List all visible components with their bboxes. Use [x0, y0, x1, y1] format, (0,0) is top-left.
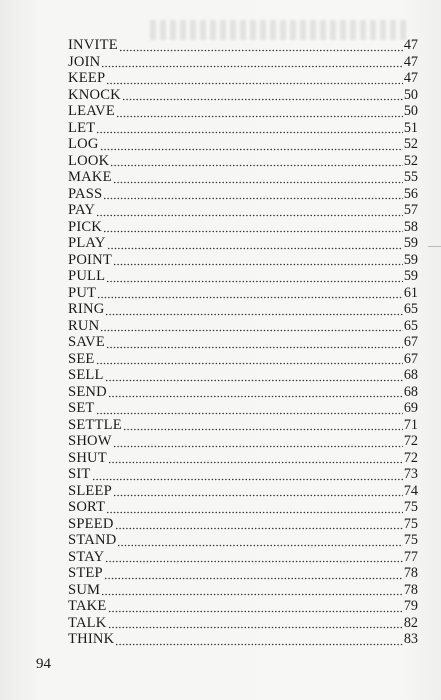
- entry-page-number: 72: [403, 433, 418, 449]
- entry-term: LOG: [68, 136, 99, 152]
- entry-page-number: 55: [403, 169, 418, 185]
- entry-page-number: 47: [403, 37, 418, 53]
- entry-term: JOIN: [68, 53, 101, 70]
- toc-entry: [68, 37, 418, 54]
- entry-term: LOOK: [68, 152, 110, 169]
- dot-leader: [108, 386, 403, 398]
- dot-leader: [105, 551, 402, 563]
- entry-page-number: 69: [403, 400, 418, 416]
- entry-page-number: 75: [403, 499, 418, 515]
- dot-leader: [117, 535, 402, 547]
- entry-term: RING: [68, 301, 105, 317]
- toc-entry: [68, 450, 418, 467]
- toc-entry: [68, 202, 418, 219]
- dot-leader: [115, 634, 402, 646]
- entry-term: STAY: [68, 548, 105, 565]
- toc-entry: [68, 252, 418, 269]
- entry-term: STAND: [68, 532, 117, 548]
- entry-term: KEEP: [68, 70, 106, 86]
- entry-term: SORT: [68, 499, 106, 515]
- dot-leader: [105, 304, 402, 316]
- toc-entry: [68, 466, 418, 483]
- dot-leader: [103, 188, 402, 200]
- dot-leader: [106, 337, 403, 349]
- entry-page-number: 68: [403, 367, 418, 383]
- entry-term: PUT: [68, 284, 97, 301]
- dot-leader: [103, 221, 403, 233]
- entry-page-number: 83: [403, 631, 418, 647]
- entry-page-number: 47: [403, 70, 418, 86]
- toc-entry: [68, 598, 418, 615]
- toc-entry: [68, 384, 418, 401]
- entry-page-number: 79: [403, 598, 418, 614]
- entry-page-number: 82: [403, 614, 418, 631]
- toc-entry: [68, 186, 418, 203]
- toc-entry: [68, 351, 418, 368]
- toc-entry: [68, 318, 418, 335]
- entry-term: SAVE: [68, 334, 106, 350]
- dot-leader: [96, 205, 403, 217]
- entry-term: PASS: [68, 185, 103, 202]
- entry-page-number: 72: [403, 449, 418, 466]
- entry-page-number: 50: [403, 103, 418, 119]
- toc-entry: [68, 285, 418, 302]
- entry-page-number: 50: [403, 86, 418, 103]
- dot-leader: [96, 353, 403, 365]
- dot-leader: [105, 370, 403, 382]
- entry-term: STEP: [68, 565, 103, 581]
- toc-entry: [68, 136, 418, 153]
- entry-page-number: 77: [403, 548, 418, 565]
- dot-leader: [116, 106, 403, 118]
- dot-leader: [104, 568, 403, 580]
- entry-page-number: 58: [403, 218, 418, 235]
- dot-leader: [119, 40, 403, 52]
- entry-term: PICK: [68, 218, 103, 235]
- entry-term: LET: [68, 119, 96, 136]
- toc-entry: [68, 433, 418, 450]
- toc-entry: [68, 70, 418, 87]
- dot-leader: [101, 584, 403, 596]
- dot-leader: [106, 73, 403, 85]
- dot-leader: [113, 172, 403, 184]
- table-of-contents: [68, 37, 418, 648]
- dot-leader: [113, 485, 403, 497]
- toc-entry: [68, 54, 418, 71]
- dot-leader: [106, 271, 403, 283]
- toc-entry: [68, 532, 418, 549]
- entry-term: SET: [68, 400, 95, 416]
- dot-leader: [113, 254, 403, 266]
- dot-leader: [108, 617, 403, 629]
- dot-leader: [92, 469, 403, 481]
- toc-entry: [68, 301, 418, 318]
- entry-page-number: 78: [403, 565, 418, 581]
- entry-page-number: 52: [403, 152, 418, 169]
- toc-entry: [68, 631, 418, 648]
- toc-entry: [68, 87, 418, 104]
- entry-page-number: 78: [403, 581, 418, 598]
- entry-term: SEE: [68, 350, 95, 367]
- entry-page-number: 65: [403, 301, 418, 317]
- entry-term: SLEEP: [68, 482, 112, 499]
- toc-entry: [68, 153, 418, 170]
- dot-leader: [96, 122, 402, 134]
- entry-term: SHOW: [68, 433, 112, 449]
- entry-term: MAKE: [68, 169, 112, 185]
- entry-term: KNOCK: [68, 86, 121, 103]
- toc-entry: [68, 367, 418, 384]
- toc-entry: [68, 549, 418, 566]
- entry-page-number: 75: [403, 532, 418, 548]
- entry-page-number: 47: [403, 53, 418, 70]
- toc-entry: [68, 334, 418, 351]
- toc-entry: [68, 400, 418, 417]
- entry-term: SHUT: [68, 449, 107, 466]
- toc-entry: [68, 565, 418, 582]
- toc-entry: [68, 499, 418, 516]
- entry-page-number: 59: [403, 235, 418, 251]
- entry-term: SETTLE: [68, 416, 122, 433]
- entry-page-number: 75: [403, 515, 418, 532]
- entry-term: PULL: [68, 268, 106, 284]
- dot-leader: [96, 403, 403, 415]
- entry-term: TALK: [68, 614, 107, 631]
- dot-leader: [115, 518, 403, 530]
- dot-leader: [107, 238, 403, 250]
- entry-page-number: 73: [403, 466, 418, 482]
- toc-entry: [68, 516, 418, 533]
- entry-page-number: 59: [403, 268, 418, 284]
- toc-entry: [68, 235, 418, 252]
- entry-page-number: 59: [403, 251, 418, 268]
- toc-entry: [68, 417, 418, 434]
- dot-leader: [100, 320, 402, 332]
- dot-leader: [97, 287, 403, 299]
- dot-leader: [110, 155, 402, 167]
- entry-term: THINK: [68, 631, 115, 647]
- dot-leader: [122, 89, 403, 101]
- entry-term: RUN: [68, 317, 100, 334]
- entry-page-number: 68: [403, 383, 418, 400]
- margin-mark: [428, 246, 441, 247]
- dot-leader: [101, 56, 402, 68]
- entry-term: SEND: [68, 383, 107, 400]
- entry-term: INVITE: [68, 37, 118, 53]
- dot-leader: [106, 502, 403, 514]
- toc-entry: [68, 483, 418, 500]
- toc-entry: [68, 615, 418, 632]
- entry-term: SPEED: [68, 515, 114, 532]
- entry-page-number: 52: [403, 136, 418, 152]
- toc-entry: [68, 169, 418, 186]
- dot-leader: [108, 601, 403, 613]
- dot-leader: [113, 436, 403, 448]
- entry-page-number: 61: [403, 284, 418, 301]
- entry-term: POINT: [68, 251, 112, 268]
- entry-page-number: 56: [403, 185, 418, 202]
- entry-term: SELL: [68, 367, 104, 383]
- toc-entry: [68, 120, 418, 137]
- entry-page-number: 67: [403, 334, 418, 350]
- dot-leader: [100, 139, 403, 151]
- toc-entry: [68, 219, 418, 236]
- entry-term: SUM: [68, 581, 101, 598]
- entry-term: TAKE: [68, 598, 107, 614]
- entry-page-number: 74: [403, 482, 418, 499]
- entry-page-number: 57: [403, 202, 418, 218]
- entry-term: LEAVE: [68, 103, 115, 119]
- toc-entry: [68, 268, 418, 285]
- entry-page-number: 67: [403, 350, 418, 367]
- toc-entry: [68, 103, 418, 120]
- dot-leader: [108, 452, 403, 464]
- dot-leader: [123, 419, 403, 431]
- entry-term: PLAY: [68, 235, 106, 251]
- entry-term: SIT: [68, 466, 91, 482]
- entry-term: PAY: [68, 202, 96, 218]
- entry-page-number: 65: [403, 317, 418, 334]
- page-number: 94: [36, 656, 51, 672]
- entry-page-number: 51: [403, 119, 418, 136]
- toc-entry: [68, 582, 418, 599]
- entry-page-number: 71: [403, 416, 418, 433]
